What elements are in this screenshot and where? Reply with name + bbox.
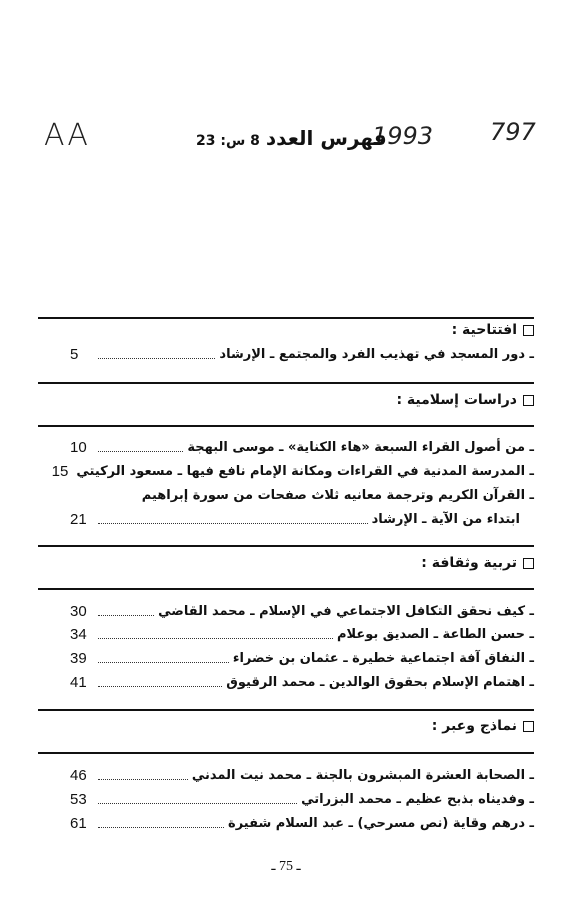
section-heading: افتتاحية : <box>452 322 534 338</box>
checkbox-square-icon <box>523 558 534 569</box>
section-heading: دراسات إسلامية : <box>396 392 534 408</box>
toc-entry: ـ وفديناه بذبح عظيم ـ محمد البزراتي 53 <box>70 790 534 808</box>
toc-entry: ـ درهم وقاية (نص مسرحي) ـ عبد السلام شفيرة 61 <box>70 814 534 832</box>
checkbox-square-icon <box>523 325 534 336</box>
section-rule <box>38 425 534 427</box>
toc-entry: ـ النفاق آفة اجتماعية خطيرة ـ عثمان بن خضراء 39 <box>70 649 534 667</box>
toc-entry: ـ من أصول القراء السبعة «هاء الكناية» ـ موسى البهجة 10 <box>70 438 534 456</box>
section-rule <box>38 588 534 590</box>
checkbox-square-icon <box>523 395 534 406</box>
checkbox-square-icon <box>523 721 534 732</box>
toc-entry: ـ القرآن الكريم وترجمة معانيه ثلاث صفحات من سورة إبراهيم <box>141 487 534 503</box>
toc-entry: ـ كيف نحقق التكافل الاجتماعي في الإسلام ـ محمد القاضي 30 <box>70 602 534 620</box>
page-number: ـ 75 ـ <box>271 859 301 874</box>
section-heading: نماذج وعبر : <box>432 718 534 734</box>
page-title <box>196 126 387 150</box>
section-rule <box>38 709 534 711</box>
section-rule <box>38 545 534 547</box>
corner-mark: AA <box>44 118 90 153</box>
toc-entry: ابتداء من الآية ـ الإرشاد 21 <box>70 510 520 528</box>
section-rule <box>38 382 534 384</box>
title-text: فهرس العدد <box>265 126 387 150</box>
section-rule <box>38 317 534 319</box>
section-rule <box>38 752 534 754</box>
section-heading: تربية وثقافة : <box>421 555 534 571</box>
toc-entry: ـ دور المسجد في تهذيب الفرد والمجتمع ـ الإرشاد 5 <box>70 345 534 363</box>
toc-entry: ـ الصحابة العشرة المبشرون بالجنة ـ محمد نيت المدني 46 <box>70 766 534 784</box>
toc-entry: ـ اهتمام الإسلام بحقوق الوالدين ـ محمد الرقيوق 41 <box>70 673 534 691</box>
toc-entry: ـ حسن الطاعة ـ الصديق بوعلام 34 <box>70 625 534 643</box>
toc-entry: ـ المدرسة المدنية في القراءات ومكانة الإمام نافع فيها ـ مسعود الركيتي 15 <box>51 462 534 480</box>
issue-label: 8 س: 23 <box>196 133 260 149</box>
handwritten-year: 1993 <box>372 122 434 150</box>
handwritten-code: 797 <box>490 118 536 146</box>
